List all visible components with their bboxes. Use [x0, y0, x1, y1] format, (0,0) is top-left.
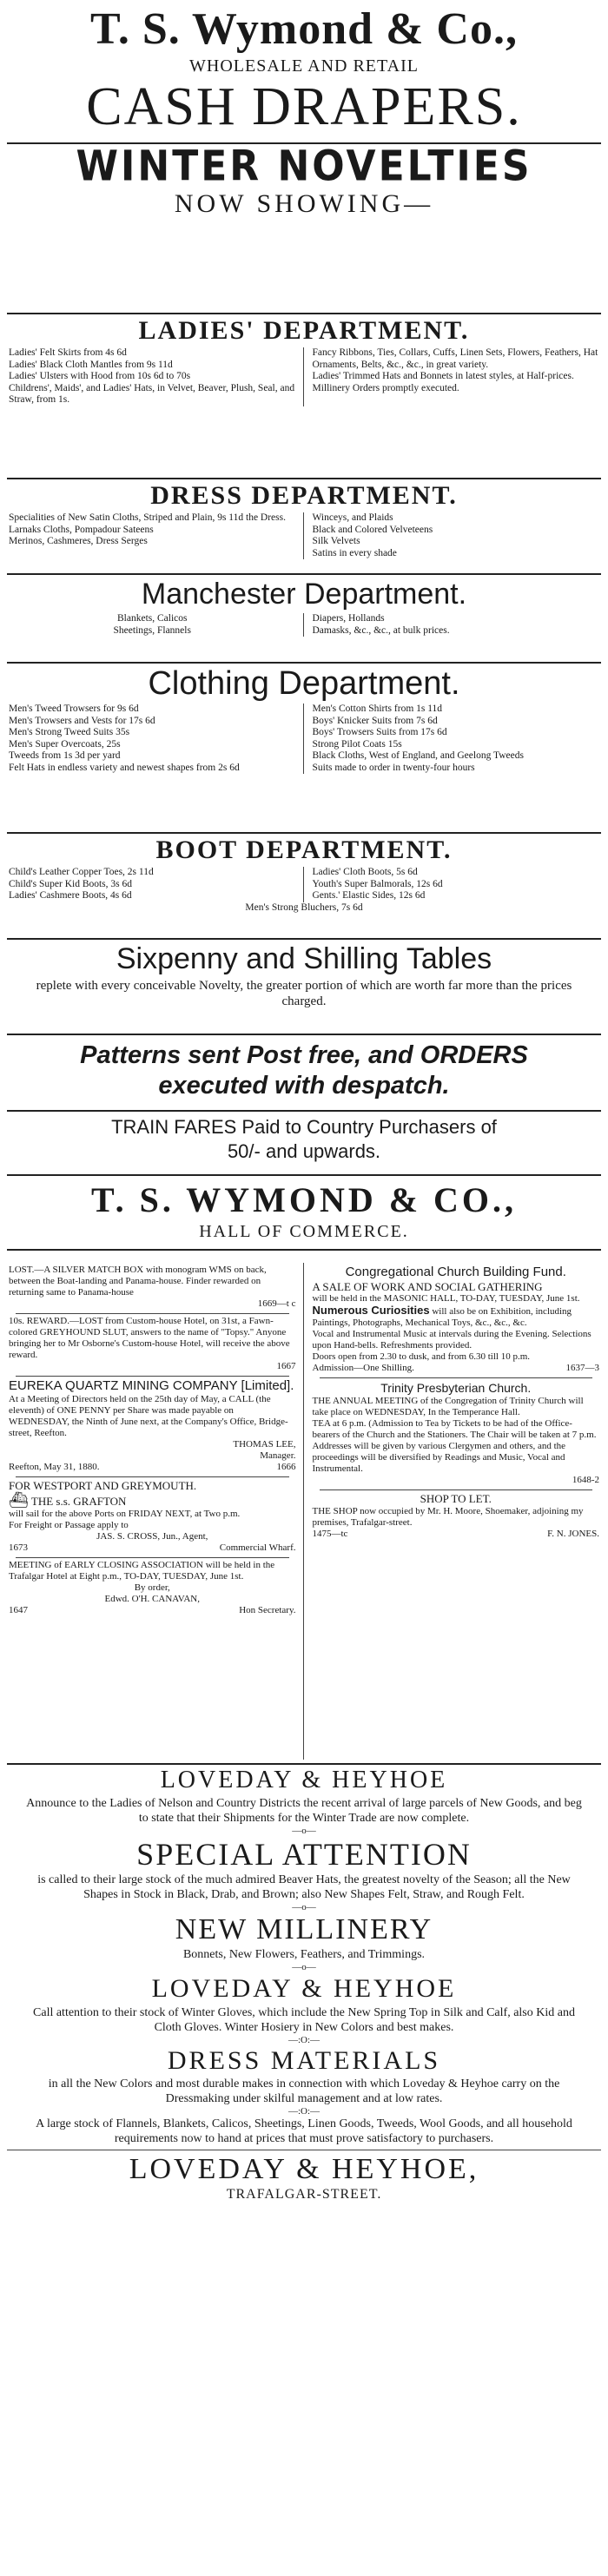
dress-title: DRESS DEPARTMENT.	[150, 481, 458, 510]
patterns-text: Patterns sent Post free, and ORDERS executed with despatch.	[80, 1041, 528, 1100]
manchester-right: Diapers, Hollands Damasks, &c., &c., at bulk prices.	[303, 613, 600, 637]
ship-name-icon	[9, 1493, 296, 1509]
masthead	[0, 0, 608, 218]
steamship-icon: ⛴	[9, 1491, 29, 1509]
millinery-text: Bonnets, New Flowers, Feathers, and Trimmings.	[182, 1948, 426, 1961]
loveday3-title: LOVEDAY & HEYHOE,	[129, 2153, 479, 2185]
boot-right: Ladies' Cloth Boots, 5s 6d Youth's Super Balmorals, 12s 6d Gents.' Elastic Sides, 12s 6d	[303, 867, 600, 902]
sixpenny-title: Sixpenny and Shilling Tables	[116, 942, 492, 975]
ads-left-column	[9, 1263, 296, 1760]
closing-text: MEETING of EARLY CLOSING ASSOCIATION will be held in the Trafalgar Hotel at Eight p.m., TO-DAY, TUESDAY, June 1st.	[9, 1560, 275, 1582]
flannels-text: A large stock of Flannels, Blankets, Calicos, Sheetings, Linen Goods, Tweeds, Wool Goods, and all household requirements now to hand at prices that must prove satisfactory to purchasers.	[36, 2117, 572, 2145]
dress-section	[0, 478, 608, 559]
trinity-ad	[313, 1378, 600, 1489]
loveday2-title: LOVEDAY & HEYHOE	[151, 1974, 457, 2003]
ship-ad	[9, 1477, 296, 1557]
curio-text: will also be on Exhibition, including Paintings, Photographs, Mechanical Toys, &c., &c., &c.	[312, 1306, 572, 1328]
trinity-title: Trinity Presbyterian Church.	[380, 1381, 532, 1395]
reward-ref: 1667	[276, 1361, 296, 1371]
millinery-title: NEW MILLINERY	[175, 1913, 433, 1945]
train-line2: 50/- and upwards.	[227, 1140, 381, 1162]
sep-2: —o—	[292, 1902, 316, 1912]
closing-ad	[9, 1558, 296, 1620]
reward-text: 10s. REWARD.—LOST from Custom-house Hotel, on 31st, a Fawn-colored GREYHOUND SLUT, answers to the name of "Topsy." Anyone bringing her to Mr Osborne's Custom-house Hotel, will receive the above reward.	[9, 1316, 290, 1360]
lost-ref: 1669—t c	[257, 1298, 296, 1309]
special-text: is called to their large stock of the much admired Beaver Hats, the greatest novelty of the Season; all the New Shapes in Stock in Black, Drab, and Brown; also New Shapes Felt, Straw, and Rough Felt.	[37, 1873, 571, 1901]
clothing-title: Clothing Department.	[148, 665, 460, 702]
lost-ad	[9, 1263, 296, 1313]
loveday1-title: LOVEDAY & HEYHOE	[160, 1767, 448, 1793]
loveday2-text: Call attention to their stock of Winter Gloves, which include the New Spring Top in Silk and Calf, also Kid and Cloth Gloves. Winter Hosiery in New Colors and best makes.	[33, 2006, 575, 2034]
eureka-ref: 1666	[276, 1462, 296, 1472]
manchester-section	[0, 573, 608, 637]
closing-ref: 1647	[9, 1605, 28, 1615]
eureka-role: Manager.	[260, 1450, 296, 1461]
tea-text: TEA at 6 p.m. (Admission to Tea by Tickets to be had of the Office-bearers of the Church and the Stationers. The Chair will be taken at 7 p.m. Addresses will be given by various Clergymen and others, and the proceedings will be diversified by Readings and Music, Vocal and Instrumental.	[312, 1418, 597, 1474]
eureka-place: Reefton, May 31, 1880.	[9, 1462, 100, 1472]
clothing-section	[0, 662, 608, 774]
sixpenny-text: replete with every conceivable Novelty, the greater portion of which are worth far more than the prices charged.	[36, 979, 572, 1008]
patterns-section	[0, 1034, 608, 1101]
boot-left: Child's Leather Copper Toes, 2s 11d Child's Super Kid Boots, 3s 6d Ladies' Cashmere Boots, 4s 6d	[9, 867, 154, 901]
admission-text: Admission—One Shilling.	[312, 1363, 414, 1373]
reward-ad	[9, 1314, 296, 1376]
eureka-title: EUREKA QUARTZ MINING COMPANY [Limited].	[9, 1378, 294, 1393]
vocal-text: Vocal and Instrumental Music at intervals during the Evening. Selections upon Hand-bells. Refreshments provided.	[312, 1329, 591, 1351]
manchester-title: Manchester Department.	[141, 578, 467, 611]
masthead-title: CASH DRAPERS.	[86, 77, 522, 136]
ads-right-column	[303, 1263, 600, 1760]
ship-name: THE s.s. GRAFTON	[30, 1495, 127, 1508]
sep-4: —:O:—	[287, 2035, 321, 2045]
ladies-right: Fancy Ribbons, Ties, Collars, Cuffs, Linen Sets, Flowers, Feathers, Hat Ornaments, Belts, &c., &c., in great variety. Ladies' Trimmed Hats and Bonnets in latest styles, at Half-prices. Millinery Orders promptly executed.	[303, 347, 600, 406]
wymond-footer-name: T. S. WYMOND & CO.,	[90, 1180, 518, 1219]
shop-sign: F. N. JONES.	[547, 1529, 599, 1539]
admission-ref: 1637—3	[565, 1363, 599, 1373]
tea-ref: 1648-2	[572, 1475, 599, 1485]
ship-freight: For Freight or Passage apply to	[9, 1520, 129, 1530]
eureka-sign: THOMAS LEE,	[233, 1439, 296, 1450]
manchester-left: Blankets, Calicos Sheetings, Flannels	[113, 613, 191, 636]
sep-5: —:O:—	[287, 2106, 321, 2117]
sep-1: —o—	[292, 1826, 316, 1836]
clothing-left: Men's Tweed Trowsers for 9s 6d Men's Trowsers and Vests for 17s 6d Men's Strong Tweed Suits 35s Men's Super Overcoats, 25s Tweeds from 1s 3d per yard Felt Hats in endless variety and newest shapes from 2s 6d	[9, 703, 240, 773]
ship-wharf: Commercial Wharf.	[219, 1542, 296, 1553]
shop-text: THE SHOP now occupied by Mr. H. Moore, Shoemaker, adjoining my premises, Trafalgar-street.	[312, 1506, 584, 1528]
wymond-footer	[0, 1174, 608, 1251]
church-title: Congregational Church Building Fund.	[345, 1265, 566, 1279]
closing-role: Hon Secretary.	[239, 1605, 296, 1615]
boot-section	[0, 832, 608, 914]
materials-text: in all the New Colors and most durable makes in connection with which Loveday & Heyhoe carry on the Dressmaking under skilful management and at low rates.	[48, 2077, 560, 2105]
loveday3-street: TRAFALGAR-STREET.	[226, 2187, 382, 2202]
closing-order: By order,	[134, 1582, 170, 1593]
sale-head: A SALE OF WORK AND SOCIAL GATHERING	[312, 1280, 543, 1293]
boot-title: BOOT DEPARTMENT.	[155, 836, 453, 864]
loveday-section	[0, 1763, 608, 2203]
loveday1-text: Announce to the Ladies of Nelson and Country Districts the recent arrival of large parcels of New Goods, and beg to state that their Shipments for the Winter Trade are now complete.	[26, 1797, 582, 1825]
closing-sign: Edwd. O'H. CANAVAN,	[104, 1594, 200, 1604]
church-ad	[313, 1263, 600, 1377]
materials-title: DRESS MATERIALS	[167, 2046, 441, 2075]
sep-3: —o—	[292, 1962, 316, 1972]
train-line1: TRAIN FARES Paid to Country Purchasers of	[111, 1116, 497, 1138]
trinity-text: THE ANNUAL MEETING of the Congregation of Trinity Church will take place on WEDNESDAY, In the Temperance Hall.	[312, 1396, 584, 1417]
ladies-section	[0, 313, 608, 406]
eureka-ad	[9, 1377, 296, 1476]
sixpenny-section	[0, 938, 608, 1009]
ladies-title: LADIES' DEPARTMENT.	[138, 316, 470, 345]
doors-text: Doors open from 2.30 to dusk, and from 6.30 till 10 p.m.	[312, 1351, 531, 1362]
masthead-subtitle: WHOLESALE AND RETAIL	[189, 56, 419, 76]
novelties-subtitle: NOW SHOWING—	[174, 189, 434, 218]
eureka-text: At a Meeting of Directors held on the 25th day of May, a CALL (the eleventh) of ONE PENNY per Share was made payable on WEDNESDAY, the Ninth of June next, at the Company's Office, Bridge-street, Reefton.	[9, 1394, 288, 1438]
special-title: SPECIAL ATTENTION	[136, 1837, 472, 1872]
lost-text: LOST.—A SILVER MATCH BOX with monogram WMS on back, between the Boat-landing and Panama-house. Finder rewarded on returning same to Panama-house	[9, 1265, 267, 1298]
dress-left: Specialities of New Satin Cloths, Striped and Plain, 9s 11d the Dress. Larnaks Cloths, Pompadour Sateens Merinos, Cashmeres, Dress Serges	[9, 512, 286, 546]
novelties-title: WINTER NOVELTIES	[76, 142, 532, 191]
dress-right: Winceys, and Plaids Black and Colored Velveteens Silk Velvets Satins in every shade	[303, 512, 600, 559]
shop-title: SHOP TO LET.	[420, 1492, 492, 1505]
ship-agent: JAS. S. CROSS, Jun., Agent,	[96, 1531, 208, 1542]
clothing-right: Men's Cotton Shirts from 1s 11d Boys' Knicker Suits from 7s 6d Boys' Trowsers Suits from 17s 6d Strong Pilot Coats 15s Black Cloths, West of England, and Geelong Tweeds Suits made to order in twenty-four hours	[303, 703, 600, 774]
curio-head: Numerous Curiosities	[312, 1304, 430, 1317]
sale-text: will be held in the MASONIC HALL, TO-DAY, TUESDAY, June 1st.	[312, 1293, 580, 1304]
ladies-left: Ladies' Felt Skirts from 4s 6d Ladies' Black Cloth Mantles from 9s 11d Ladies' Ulsters with Hood from 10s 6d to 70s Childrens', Maids', and Ladies' Hats, in Velvet, Beaver, Plush, Seal, and Straw, from 1s.	[9, 347, 295, 405]
train-section	[0, 1110, 608, 1164]
ship-text: will sail for the above Ports on FRIDAY NEXT, at Two p.m.	[9, 1509, 241, 1519]
masthead-name: T. S. Wymond & Co.,	[90, 4, 518, 54]
boot-center: Men's Strong Bluchers, 7s 6d	[245, 902, 363, 913]
wymond-footer-hall: HALL OF COMMERCE.	[199, 1222, 409, 1241]
shop-ref: 1475—tc	[312, 1529, 348, 1539]
shop-ad	[313, 1490, 600, 1543]
classified-ads	[0, 1263, 608, 1760]
ship-ref: 1673	[9, 1542, 28, 1553]
ship-title: FOR WESTPORT AND GREYMOUTH.	[9, 1479, 197, 1492]
